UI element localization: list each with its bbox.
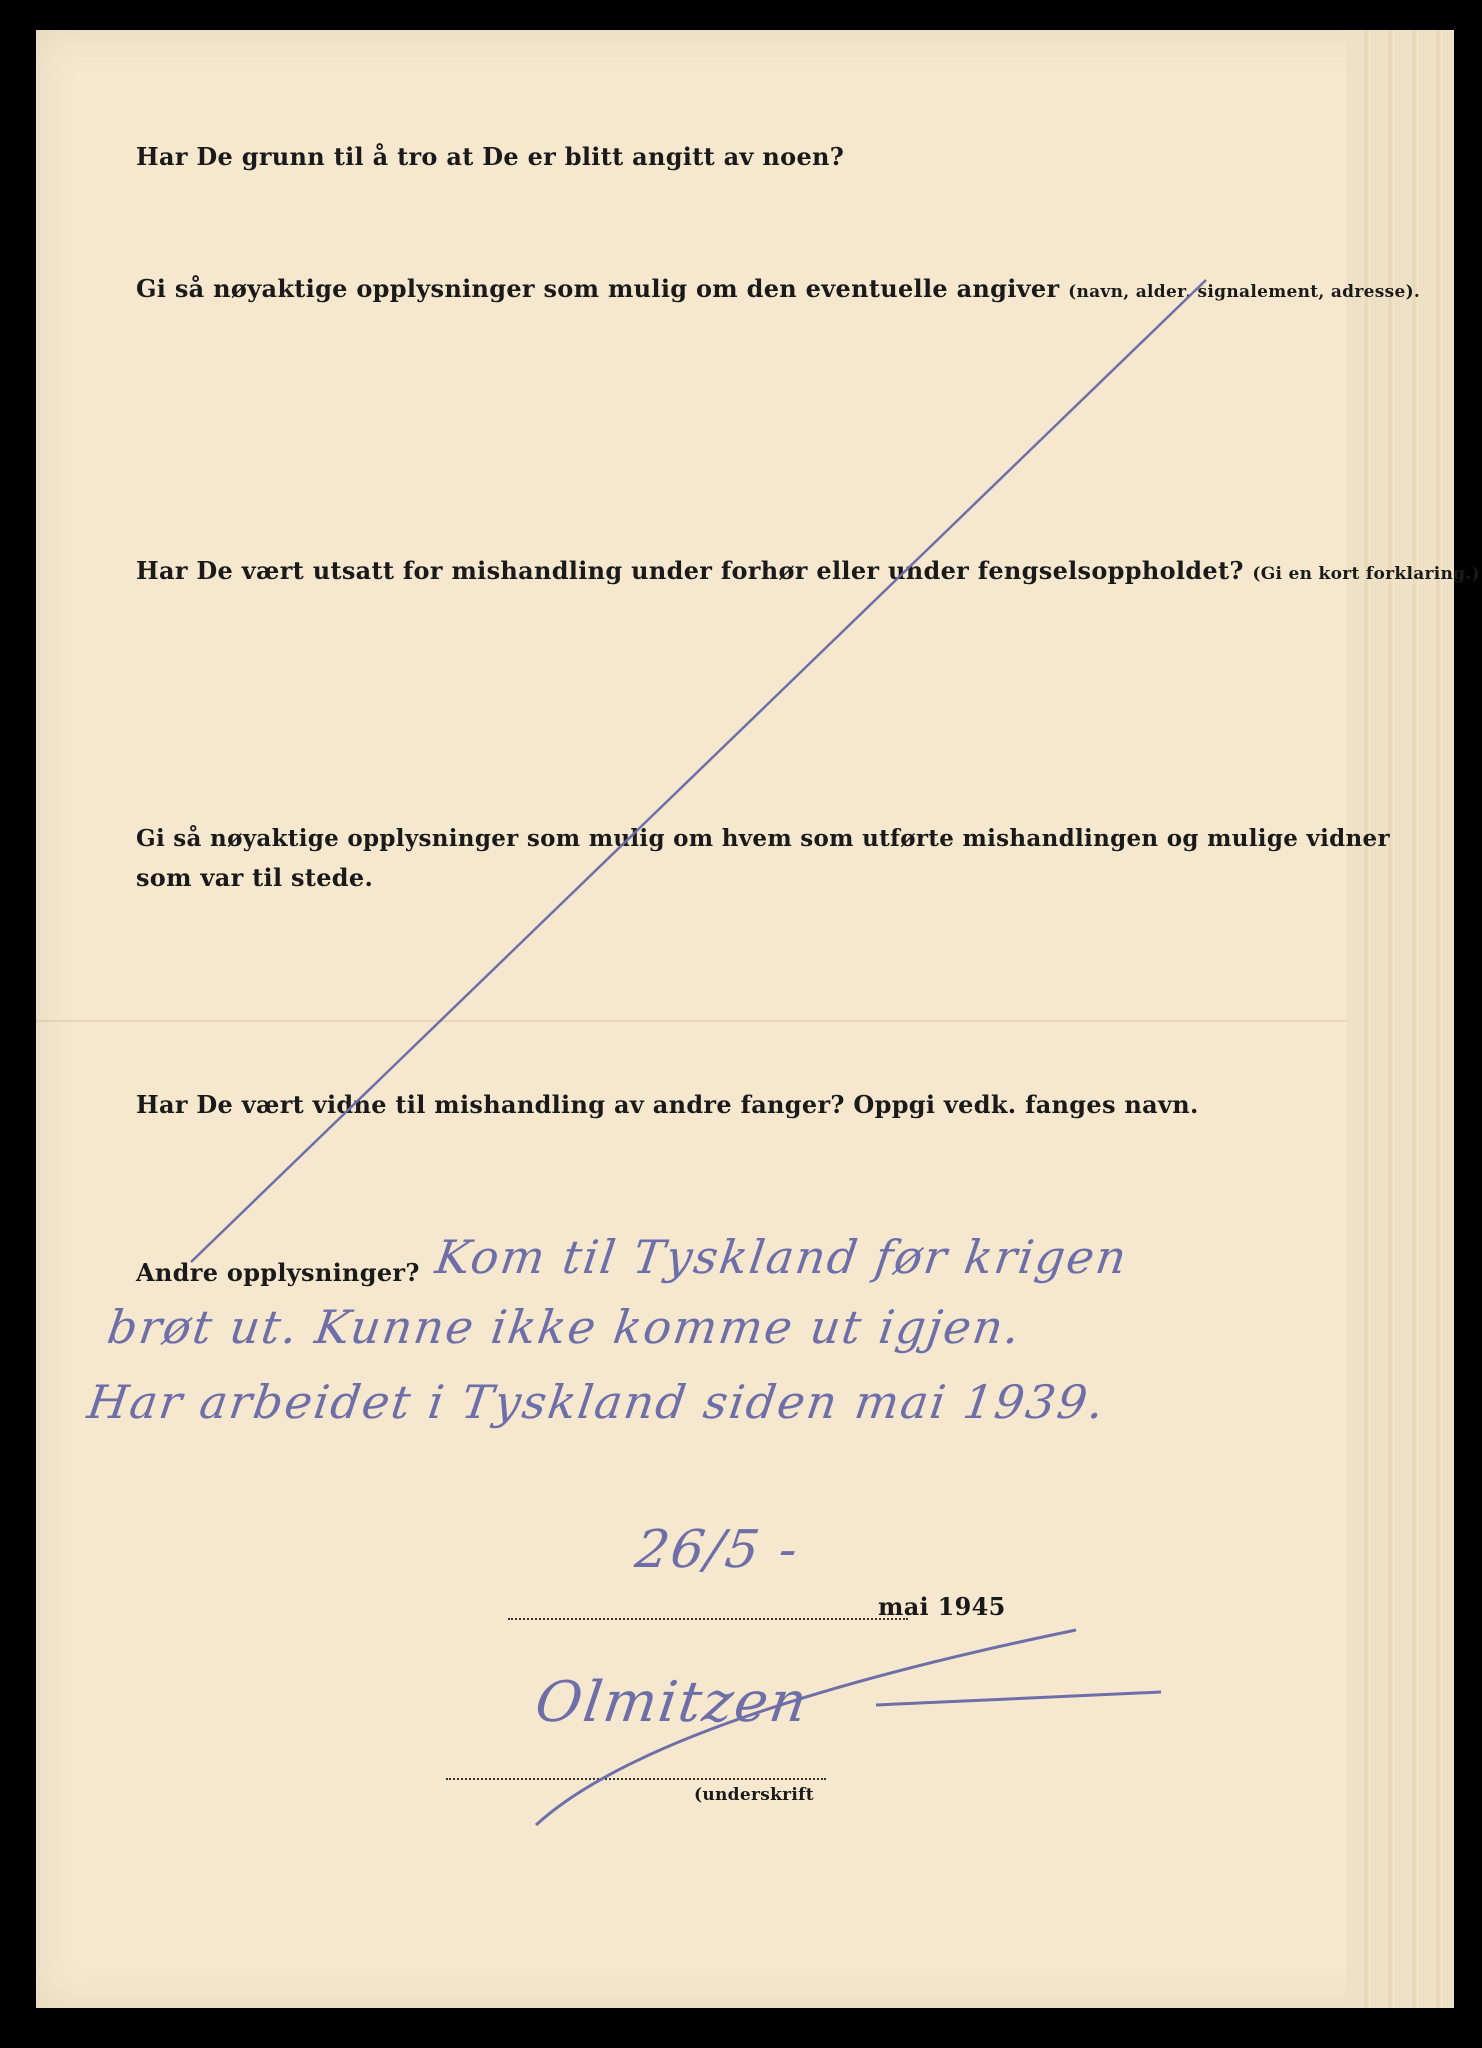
question-witness: Har De vært vidne til mishandling av andre fanger? Oppgi vedk. fanges navn. — [136, 1090, 1199, 1119]
handwritten-answer-line1: Kom til Tyskland før krigen — [432, 1230, 1132, 1284]
question-denounced: Har De grunn til å tro at De er blitt angitt av noen? — [136, 142, 845, 171]
date-printed: mai 1945 — [878, 1592, 1006, 1621]
question-perpetrators-line1: Gi så nøyaktige opplysninger som mulig om hvem som utførte mishandlingen og mulige vidner — [136, 825, 1390, 852]
question-other-info: Andre opplysninger? — [136, 1258, 420, 1287]
signature-flourish — [536, 1630, 1076, 1825]
handwritten-answer-line2: brøt ut. Kunne ikke komme ut igjen. — [104, 1300, 1026, 1354]
signature: Olmitzen — [531, 1670, 813, 1735]
handwritten-date: 26/5 - — [631, 1520, 804, 1580]
question-perpetrators-line2: som var til stede. — [136, 863, 374, 892]
strike-through-diagonal — [191, 280, 1206, 1262]
ink-strokes — [36, 30, 1454, 2008]
signature-underline — [876, 1692, 1161, 1705]
question-mistreatment-text: Har De vært utsatt for mishandling under forhør eller under fengselsoppholdet? — [136, 556, 1244, 585]
question-mistreatment-note: (Gi en kort forklaring.) — [1252, 564, 1480, 584]
form-page — [36, 30, 1480, 2008]
handwritten-answer-line3: Har arbeidet i Tyskland siden mai 1939. — [84, 1375, 1110, 1429]
question-informant-note: (navn, alder, signalement, adresse). — [1068, 282, 1421, 302]
signature-label: (underskrift — [694, 1785, 814, 1805]
question-informant-text: Gi så nøyaktige opplysninger som mulig om den eventuelle angiver — [136, 274, 1060, 303]
